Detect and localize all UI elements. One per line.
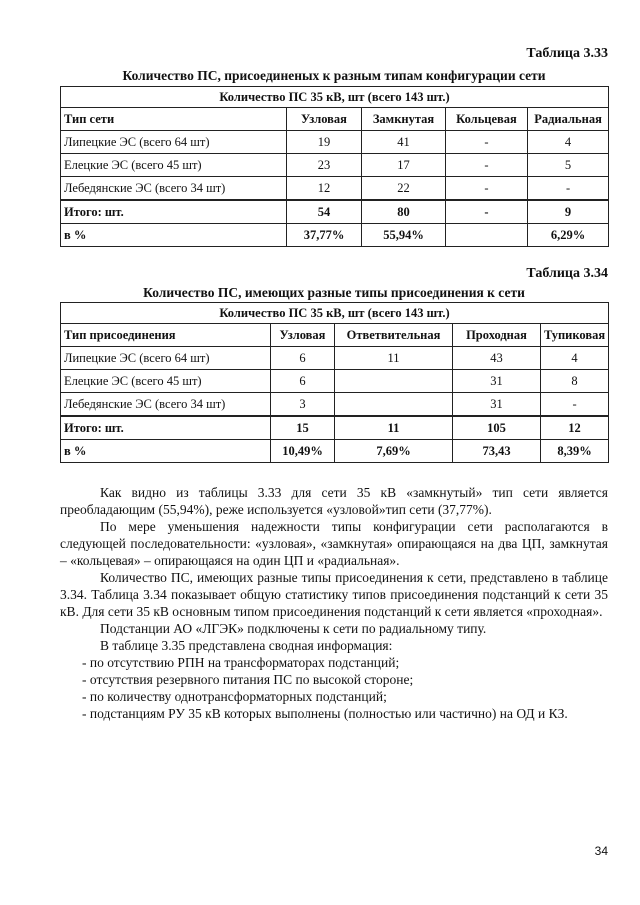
table-row [61,154,609,177]
column-header: Замкнутая [362,108,446,131]
page-number: 34 [594,844,608,858]
table-cell: Елецкие ЭС (всего 45 шт) [61,370,271,393]
paragraph: По мере уменьшения надежности типы конфигурации сети располагаются в следующей последовательности: «узловая», «замкнутая» опирающаяся на два ЦП, замкнутая – «кольцевая» – опирающаяся на один ЦП и «радиальная». [60,519,608,568]
table-cell: 37,77% [287,224,362,247]
table-cell: 31 [453,370,541,393]
table-cell: Итого: шт. [61,416,271,440]
table-3-34-label: Таблица 3.34 [526,266,608,281]
table-cell: 19 [287,131,362,154]
table-3-34 [60,302,609,463]
table-cell: Липецкие ЭС (всего 64 шт) [61,347,271,370]
table-cell: Лебедянские ЭС (всего 34 шт) [61,177,287,201]
list-item: - по отсутствию РПН на трансформаторах подстанций; [82,655,400,670]
column-header: Тип сети [61,108,287,131]
table-total-row [61,416,609,440]
paragraph: Подстанции АО «ЛГЭК» подключены к сети по радиальному типу. [100,621,487,636]
table-cell: - [446,131,528,154]
table-cell [335,370,453,393]
table-span-header: Количество ПС 35 кВ, шт (всего 143 шт.) [61,303,609,324]
table-cell: 10,49% [271,440,335,463]
table-cell: Итого: шт. [61,200,287,224]
table-cell: 54 [287,200,362,224]
table-cell: 31 [453,393,541,417]
table-3-33-label: Таблица 3.33 [526,46,608,61]
table-cell: 105 [453,416,541,440]
table-row [61,347,609,370]
table-total-row [61,200,609,224]
table-row [61,177,609,201]
table-cell: 80 [362,200,446,224]
table-cell: 9 [528,200,609,224]
table-cell: 12 [541,416,609,440]
bullet-list [60,654,608,722]
table-cell: - [541,393,609,417]
table-cell: 8,39% [541,440,609,463]
table-3-33 [60,86,609,247]
table-cell: в % [61,440,271,463]
table-cell: 3 [271,393,335,417]
table-cell: 73,43 [453,440,541,463]
table-cell: 11 [335,347,453,370]
table-cell: 12 [287,177,362,201]
table-cell: Липецкие ЭС (всего 64 шт) [61,131,287,154]
table-cell: - [446,154,528,177]
paragraph: Как видно из таблицы 3.33 для сети 35 кВ «замкнутый» тип сети является преобладающим (55,94%), реже используется «узловой»тип сети (37,77%). [60,485,608,517]
table-cell: в % [61,224,287,247]
column-header: Тип присоединения [61,324,271,347]
column-header: Узловая [287,108,362,131]
table-row [61,131,609,154]
table-cell: 8 [541,370,609,393]
column-header: Проходная [453,324,541,347]
table-cell: 5 [528,154,609,177]
body-text [60,484,608,722]
table-cell: 15 [271,416,335,440]
list-item: - отсутствия резервного питания ПС по высокой стороне; [82,672,414,687]
table-cell [335,393,453,417]
table-cell: 4 [528,131,609,154]
table-cell: Лебедянские ЭС (всего 34 шт) [61,393,271,417]
table-cell: 6 [271,370,335,393]
table-span-header: Количество ПС 35 кВ, шт (всего 143 шт.) [61,87,609,108]
table-cell: - [446,177,528,201]
table-cell: 55,94% [362,224,446,247]
table-cell [446,224,528,247]
column-header: Узловая [271,324,335,347]
list-item: - подстанциям РУ 35 кВ которых выполнены (полностью или частично) на ОД и КЗ. [82,706,568,721]
list-item: - по количеству однотрансформаторных подстанций; [82,689,387,704]
table-cell: 41 [362,131,446,154]
table-cell: 22 [362,177,446,201]
table-cell: Елецкие ЭС (всего 45 шт) [61,154,287,177]
table-3-33-caption: Количество ПС, присоединеных к разным типам конфигурации сети [122,68,546,83]
table-cell: 23 [287,154,362,177]
table-cell: 11 [335,416,453,440]
column-header: Ответвительная [335,324,453,347]
table-cell: 6,29% [528,224,609,247]
column-header: Радиальная [528,108,609,131]
column-header: Тупиковая [541,324,609,347]
table-cell: 43 [453,347,541,370]
table-cell: 6 [271,347,335,370]
table-cell: - [446,200,528,224]
paragraph: В таблице 3.35 представлена сводная информация: [100,638,393,653]
table-row [61,393,609,417]
paragraph: Количество ПС, имеющих разные типы присоединения к сети, представлено в таблице 3.34. Таблица 3.34 показывает общую статистику типов присоединения подстанций к сети 35 кВ. Для сети 35 кВ основным типом присоединения подстанций к сети является «проходная». [60,570,608,619]
table-cell: 7,69% [335,440,453,463]
table-cell: 4 [541,347,609,370]
column-header: Кольцевая [446,108,528,131]
table-3-34-caption: Количество ПС, имеющих разные типы присоединения к сети [143,285,525,300]
table-row [61,370,609,393]
table-percent-row [61,440,609,463]
table-percent-row [61,224,609,247]
table-cell: 17 [362,154,446,177]
table-cell: - [528,177,609,201]
